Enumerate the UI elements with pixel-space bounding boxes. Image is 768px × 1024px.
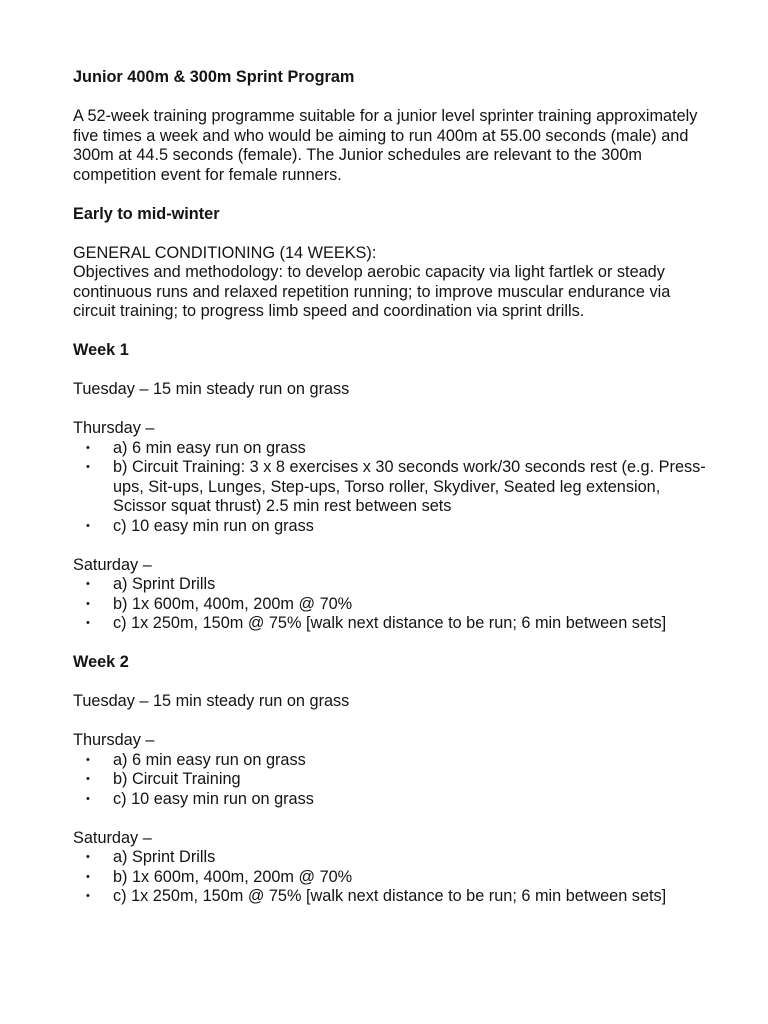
list-item-text: c) 10 easy min run on grass	[113, 789, 314, 808]
list-item-text: b) Circuit Training	[113, 770, 241, 788]
tuesday-session: Tuesday – 15 min steady run on grass	[73, 692, 350, 710]
spacer	[73, 88, 713, 108]
list-item-text: a) 6 min easy run on grass	[113, 750, 306, 769]
bullet-icon: •	[86, 851, 90, 863]
bullet-icon: •	[86, 870, 90, 883]
intro-paragraph: A 52-week training programme suitable for a junior level sprinter training approximately five times a week and who would be aiming to run 400m at 55.00 seconds (male) and 300m at 44.5 seconds (female). The Junior schedules are relevant to the 300m competition event for female runners.	[73, 107, 698, 184]
list-item-text: a) Sprint Drills	[113, 575, 216, 593]
objectives-paragraph: Objectives and methodology: to develop aerobic capacity via light fartlek or steady continuous runs and relaxed repetition running; to improve muscular endurance via circuit training; to progress limb speed and coordination via sprint drills.	[73, 263, 671, 320]
bullet-icon: •	[86, 753, 90, 766]
bullet-icon: •	[86, 773, 90, 785]
spacer	[73, 536, 713, 556]
list-item	[73, 887, 713, 907]
bullet-icon: •	[86, 617, 90, 629]
list-item	[73, 770, 713, 790]
saturday-list	[73, 575, 713, 634]
bullet-icon: •	[86, 597, 90, 610]
spacer	[73, 185, 713, 205]
bullet-icon: •	[86, 519, 90, 532]
bullet-icon: •	[86, 792, 90, 805]
list-item-text: a) 6 min easy run on grass	[113, 438, 306, 457]
list-item	[73, 790, 713, 810]
bullet-icon: •	[86, 441, 90, 454]
spacer	[73, 361, 713, 381]
document-title: Junior 400m & 300m Sprint Program	[73, 68, 355, 86]
list-item	[73, 614, 713, 634]
list-item	[73, 517, 713, 537]
week-heading: Week 2	[73, 653, 129, 671]
list-item-text: a) Sprint Drills	[113, 848, 216, 866]
list-item-text: b) 1x 600m, 400m, 200m @ 70%	[113, 594, 353, 613]
saturday-label: Saturday –	[73, 555, 152, 574]
tuesday-session: Tuesday – 15 min steady run on grass	[73, 380, 350, 398]
phase-subheading: GENERAL CONDITIONING (14 WEEKS):	[73, 243, 377, 262]
spacer	[73, 634, 713, 654]
bullet-icon: •	[86, 461, 90, 473]
saturday-label: Saturday –	[73, 828, 152, 847]
document-page	[73, 68, 713, 907]
list-item	[73, 439, 713, 459]
list-item-text: c) 10 easy min run on grass	[113, 516, 314, 535]
spacer	[73, 712, 713, 732]
list-item	[73, 848, 713, 868]
spacer	[73, 673, 713, 693]
list-item-text: c) 1x 250m, 150m @ 75% [walk next distance to be run; 6 min between sets]	[113, 887, 667, 905]
list-item	[73, 868, 713, 888]
spacer	[73, 322, 713, 342]
spacer	[73, 400, 713, 420]
phase-heading: Early to mid-winter	[73, 204, 220, 223]
thursday-list	[73, 751, 713, 810]
list-item	[73, 575, 713, 595]
list-item	[73, 751, 713, 771]
week-section	[73, 341, 713, 634]
list-item	[73, 458, 713, 517]
week-section	[73, 653, 713, 907]
week-heading: Week 1	[73, 341, 129, 359]
spacer	[73, 224, 713, 244]
bullet-icon: •	[86, 578, 90, 590]
bullet-icon: •	[86, 890, 90, 902]
thursday-label: Thursday –	[73, 731, 155, 749]
list-item-text: b) Circuit Training: 3 x 8 exercises x 30 seconds work/30 seconds rest (e.g. Press-ups, Sit-ups, Lunges, Step-ups, Torso roller, Skydiver, Seated leg extension, Scissor squat thrust) 2.5 min rest between sets	[113, 458, 706, 515]
saturday-list	[73, 848, 713, 907]
list-item-text: b) 1x 600m, 400m, 200m @ 70%	[113, 867, 353, 886]
list-item-text: c) 1x 250m, 150m @ 75% [walk next distance to be run; 6 min between sets]	[113, 614, 667, 632]
list-item	[73, 595, 713, 615]
thursday-label: Thursday –	[73, 419, 155, 437]
thursday-list	[73, 439, 713, 537]
spacer	[73, 809, 713, 829]
